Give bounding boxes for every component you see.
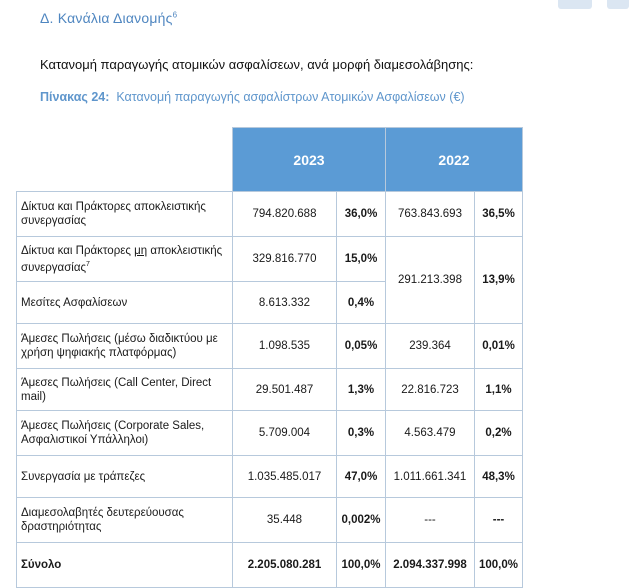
pct-2023: 47,0% [337, 456, 386, 498]
row-label: Μεσίτες Ασφαλίσεων [17, 282, 233, 324]
pct-2023: 0,05% [337, 324, 386, 369]
table-caption-label: Πίνακας 24: [40, 90, 110, 104]
pct-2022: 0,2% [475, 411, 523, 456]
year-header-2022: 2022 [386, 128, 523, 192]
corner-decoration [529, 0, 629, 14]
section-title [40, 10, 177, 26]
pct-2022: 0,01% [475, 324, 523, 369]
value-2023: 35.448 [233, 498, 337, 543]
table-row [17, 411, 523, 456]
value-2023: 8.613.332 [233, 282, 337, 324]
total-value-2023: 2.205.080.281 [233, 543, 337, 588]
row-label: Άμεσες Πωλήσεις (Call Center, Direct mail) [17, 369, 233, 411]
row-label: Δίκτυα και Πράκτορες αποκλειστικής συνεργασίας [17, 192, 233, 237]
total-pct-2022: 100,0% [475, 543, 523, 588]
value-2022-merged: 291.213.398 [386, 237, 475, 324]
value-2023: 29.501.487 [233, 369, 337, 411]
table-row [17, 324, 523, 369]
row-label-part: Δίκτυα και Πράκτορες [21, 244, 135, 257]
pct-2022: 36,5% [475, 192, 523, 237]
footnote-ref: 6 [172, 10, 178, 20]
value-2023: 329.816.770 [233, 237, 337, 282]
table-caption-text: Κατανομή παραγωγής ασφαλίστρων Ατομικών Ασφαλίσεων (€) [116, 90, 465, 104]
row-label-underlined: μη [134, 244, 148, 257]
header-blank-cell [17, 128, 233, 192]
section-subtitle: Κατανομή παραγωγής ατομικών ασφαλίσεων, ανά μορφή διαμεσολάβησης: [40, 57, 474, 72]
total-pct-2023: 100,0% [337, 543, 386, 588]
pct-2023: 0,4% [337, 282, 386, 324]
table-row [17, 498, 523, 543]
pct-2023: 0,3% [337, 411, 386, 456]
pct-2023: 15,0% [337, 237, 386, 282]
total-value-2022: 2.094.337.998 [386, 543, 475, 588]
pct-2023: 36,0% [337, 192, 386, 237]
table-row [17, 369, 523, 411]
value-2023: 1.098.535 [233, 324, 337, 369]
header-row [17, 128, 523, 192]
total-row [17, 543, 523, 588]
row-label: Διαμεσολαβητές δευτερεύουσας δραστηριότητας [17, 498, 233, 543]
pct-2022: 1,1% [475, 369, 523, 411]
row-label: Άμεσες Πωλήσεις (Corporate Sales, Ασφαλιστικοί Υπάλληλοι) [17, 411, 233, 456]
table-row [17, 192, 523, 237]
table-caption [40, 90, 465, 104]
value-2023: 5.709.004 [233, 411, 337, 456]
pct-2022: 48,3% [475, 456, 523, 498]
row-label [17, 237, 233, 282]
value-2023: 794.820.688 [233, 192, 337, 237]
value-2022: 1.011.661.341 [386, 456, 475, 498]
row-label: Άμεσες Πωλήσεις (μέσω διαδικτύου με χρήση ψηφιακής πλατφόρμας) [17, 324, 233, 369]
year-header-2023: 2023 [233, 128, 386, 192]
pct-2022-merged: 13,9% [475, 237, 523, 324]
section-title-text: Δ. Κανάλια Διανομής [40, 10, 173, 26]
value-2023: 1.035.485.017 [233, 456, 337, 498]
row-label-part: αποκλειστικής συνεργασίας [21, 244, 223, 274]
pct-2022: --- [475, 498, 523, 543]
table-row [17, 237, 523, 282]
distribution-table [16, 127, 523, 588]
value-2022: 4.563.479 [386, 411, 475, 456]
table-row [17, 456, 523, 498]
total-label: Σύνολο [17, 543, 233, 588]
pct-2023: 0,002% [337, 498, 386, 543]
pct-2023: 1,3% [337, 369, 386, 411]
value-2022: --- [386, 498, 475, 543]
value-2022: 763.843.693 [386, 192, 475, 237]
value-2022: 239.364 [386, 324, 475, 369]
row-label: Συνεργασία με τράπεζες [17, 456, 233, 498]
footnote-ref: 7 [86, 260, 90, 268]
value-2022: 22.816.723 [386, 369, 475, 411]
